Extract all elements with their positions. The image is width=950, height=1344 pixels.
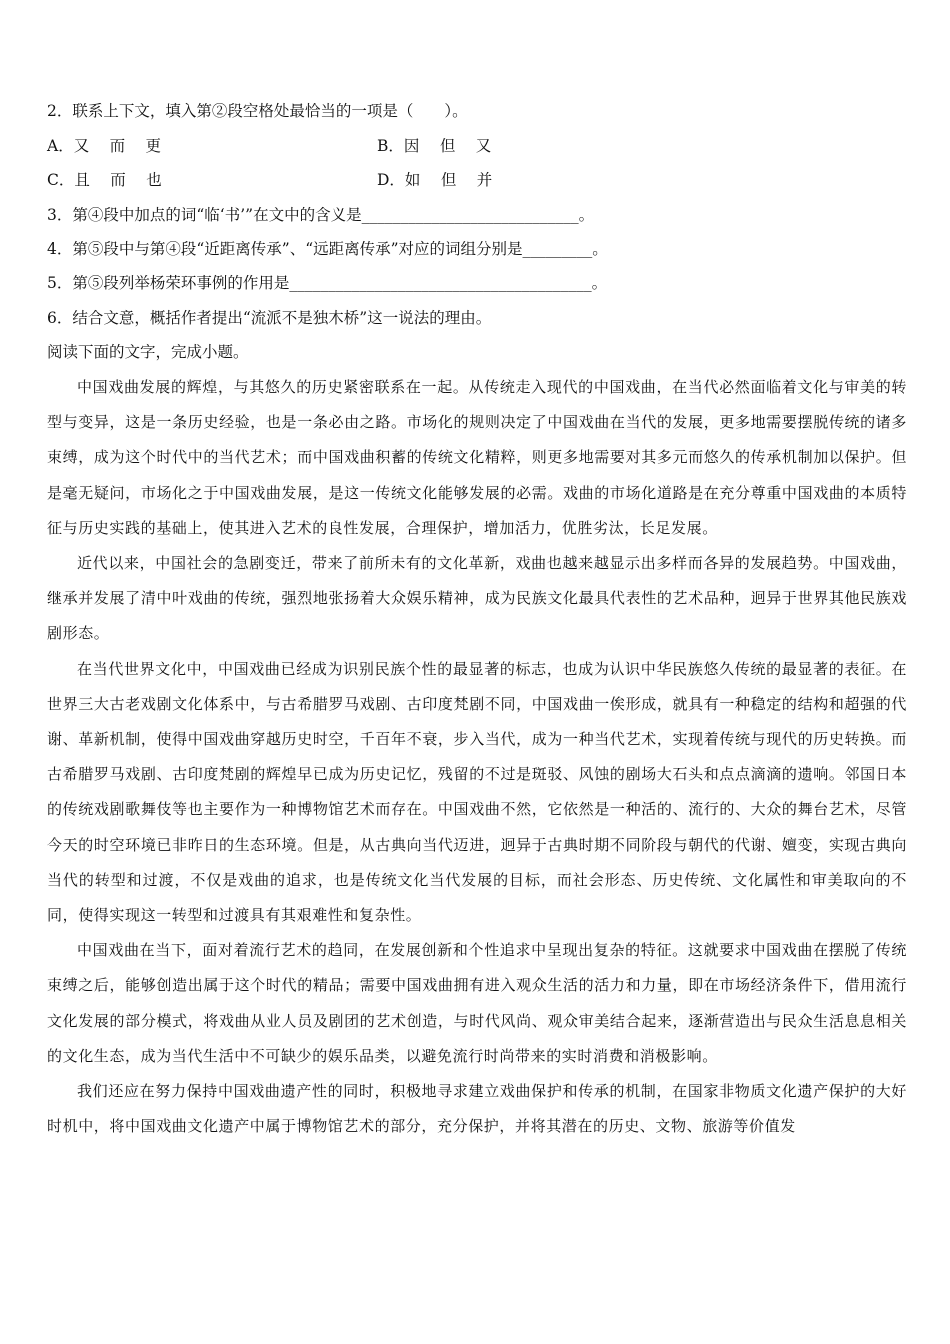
passage-paragraph-2: 近代以来，中国社会的急剧变迁，带来了前所未有的文化革新，戏曲也越来越显示出多样而各异的发展趋势。中国戏曲，继承并发展了清中叶戏曲的传统，强烈地张扬着大众娱乐精神，成为民族文化最具代表性的艺术品种，迥异于世界其他民族戏剧形态。 [47, 554, 907, 643]
question-2-option-d: D．如 但 并 [377, 171, 493, 189]
passage-paragraph-3: 在当代世界文化中，中国戏曲已经成为识别民族个性的最显著的标志，也成为认识中华民族悠久传统的最显著的表征。在世界三大古老戏剧文化体系中，与古希腊罗马戏剧、古印度梵剧不同，中国戏曲一俟形成，就具有一种稳定的结构和超强的代谢、革新机制，使得中国戏曲穿越历史时空，千百年不衰，步入当代，成为一种当代艺术，实现着传统与现代的历史转换。而古希腊罗马戏剧、古印度梵剧的辉煌早已成为历史记忆，残留的不过是斑驳、风蚀的剧场大石头和点点滴滴的遗响。邻国日本的传统戏剧歌舞伎等也主要作为一种博物馆艺术而存在。中国戏曲不然，它依然是一种活的、流行的、大众的舞台艺术，尽管今天的时空环境已非昨日的生态环境。但是，从古典向当代迈进，迥异于古典时期不同阶段与朝代的代谢、嬗变，实现古典向当代的转型和过渡，不仅是戏曲的追求，也是传统文化当代发展的目标，而社会形态、历史传统、文化属性和审美取向的不同，使得实现这一转型和过渡具有其艰难性和复杂性。 [47, 659, 907, 925]
reading-passage [47, 370, 907, 1144]
question-2-option-a: A．又 而 更 [47, 137, 162, 155]
question-2-option-c: C．且 而 也 [47, 171, 162, 189]
question-5: 5．第⑤段列举杨荣环事例的作用是_______________________________________。 [47, 274, 608, 292]
reading-instruction: 阅读下面的文字，完成小题。 [47, 343, 249, 361]
passage-paragraph-4: 中国戏曲在当下，面对着流行艺术的趋同，在发展创新和个性追求中呈现出复杂的特征。这就要求中国戏曲在摆脱了传统束缚之后，能够创造出属于这个时代的精品；需要中国戏曲拥有进入观众生活的活力和力量，即在市场经济条件下，借用流行文化发展的部分模式，将戏曲从业人员及剧团的艺术创造，与时代风尚、观众审美结合起来，逐渐营造出与民众生活息息相关的文化生态，成为当代生活中不可缺少的娱乐品类，以避免流行时尚带来的实时消费和消极影响。 [47, 941, 907, 1065]
question-3: 3．第④段中加点的词“临‘书’”在文中的含义是____________________________。 [47, 206, 595, 224]
question-6: 6．结合文意，概括作者提出“流派不是独木桥”这一说法的理由。 [47, 309, 492, 327]
question-4: 4．第⑤段中与第④段“近距离传承”、“远距离传承”对应的词组分别是_________。 [47, 240, 608, 258]
question-2-option-b: B．因 但 又 [377, 137, 492, 155]
question-2-stem: 2．联系上下文，填入第②段空格处最恰当的一项是（ ）。 [47, 102, 468, 120]
passage-paragraph-1: 中国戏曲发展的辉煌，与其悠久的历史紧密联系在一起。从传统走入现代的中国戏曲，在当代必然面临着文化与审美的转型与变异，这是一条历史经验，也是一条必由之路。市场化的规则决定了中国戏曲在当代的发展，更多地需要摆脱传统的诸多束缚，成为这个时代中的当代艺术；而中国戏曲积蓄的传统文化精粹，则更多地需要对其多元而悠久的传承机制加以保护。但是毫无疑问，市场化之于中国戏曲发展，是这一传统文化能够发展的必需。戏曲的市场化道路是在充分尊重中国戏曲的本质特征与历史实践的基础上，使其进入艺术的良性发展，合理保护，增加活力，优胜劣汰，长足发展。 [47, 378, 907, 537]
passage-paragraph-5: 我们还应在努力保持中国戏曲遗产性的同时，积极地寻求建立戏曲保护和传承的机制，在国家非物质文化遗产保护的大好时机中，将中国戏曲文化遗产中属于博物馆艺术的部分，充分保护，并将其潜在的历史、文物、旅游等价值发 [47, 1082, 907, 1136]
